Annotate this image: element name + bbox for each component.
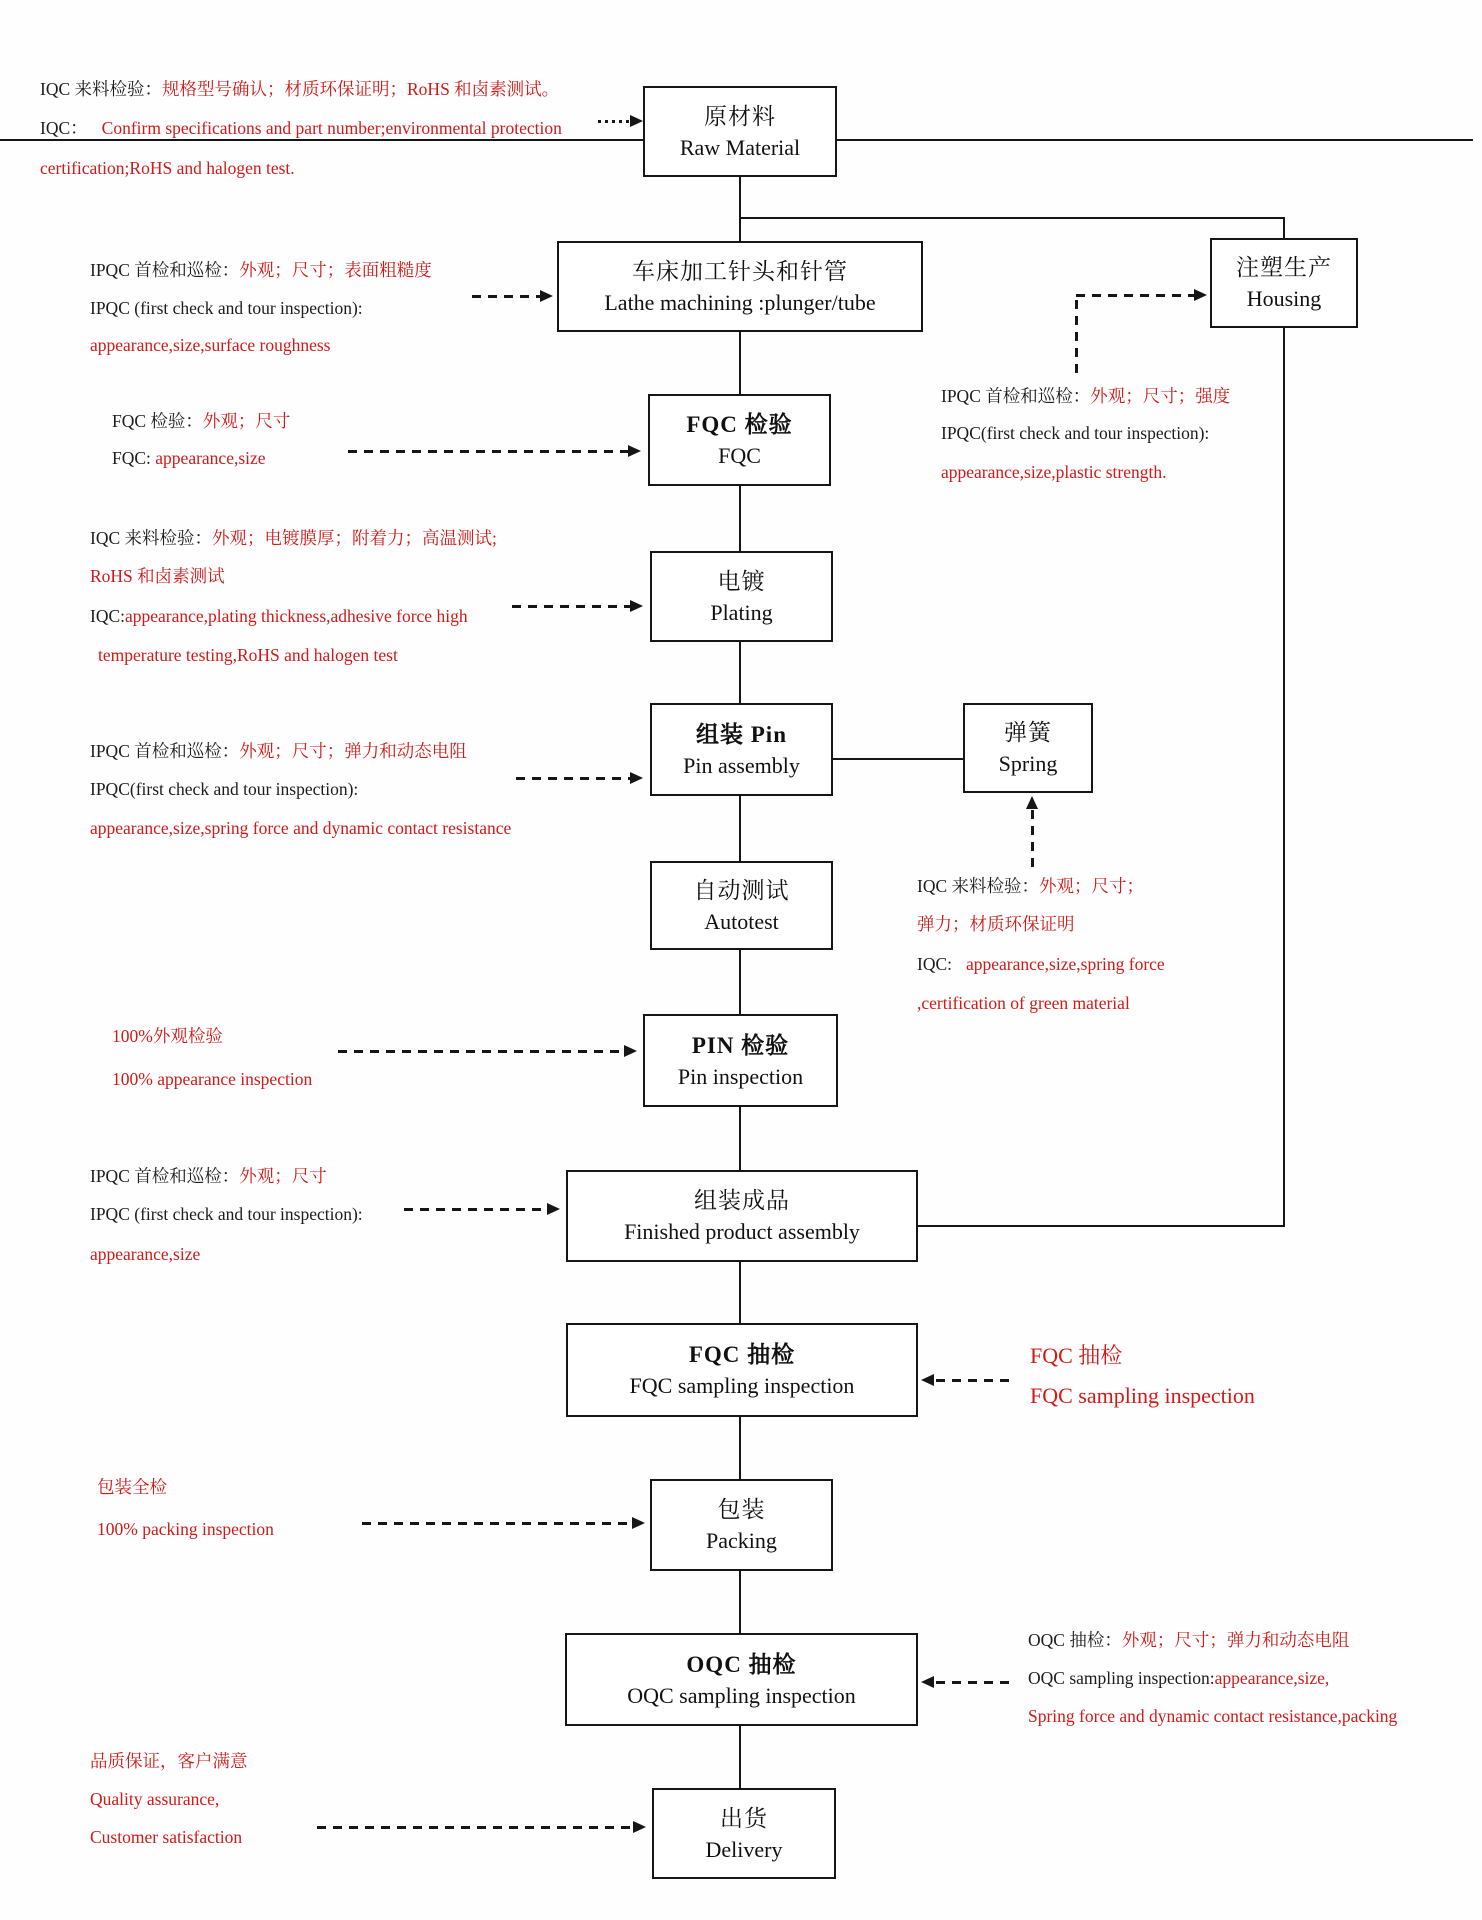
text-segment-red: appearance,size,surface roughness [90,335,331,355]
text-segment-black: IPQC(first check and tour inspection): [90,779,359,799]
annotation-ipqc-lathe-line3 [90,337,331,355]
text-segment-red: RoHS 和卤素测试 [90,566,225,586]
text-segment-red: 100% appearance inspection [112,1069,313,1089]
annotation-100-appearance-line1 [112,1028,223,1046]
text-segment-red: FQC 抽检 [1030,1343,1123,1368]
arrowhead-note-to-oqc [921,1676,934,1688]
arrow-note-to-packing [362,1522,634,1525]
text-segment-red: appearance,size,plastic strength. [941,462,1167,482]
text-segment-red: appearance,size [155,448,266,468]
flow-node-oqc-sampling [565,1633,918,1726]
annotation-ipqc-lathe-line1 [90,262,432,280]
text-segment-red: Quality assurance, [90,1789,220,1809]
text-segment-red: 弹力；材质环保证明 [917,914,1075,934]
arrowhead-note-to-delivery [633,1821,646,1833]
text-segment-red: Spring force and dynamic contact resistance,packing [1028,1706,1398,1726]
text-segment-black: FQC 检验： [112,411,203,431]
text-segment-red: appearance,size,spring force and dynamic contact resistance [90,818,512,838]
annotation-ipqc-assembly-line3 [90,1246,200,1264]
annotation-fqc-check-line1 [112,413,290,431]
text-segment-black: OQC sampling inspection: [1028,1668,1215,1688]
text-segment-red: 外观；尺寸；弹力和动态电阻 [239,741,467,761]
node-label-zh: OQC 抽检 [686,1651,797,1677]
text-segment-red: 品质保证，客户满意 [90,1751,248,1771]
connector-packing-oqc [739,1571,741,1633]
node-label-zh: 包装 [717,1497,766,1522]
flow-node-fqc-sampling [566,1323,918,1417]
annotation-ipqc-pin-line1 [90,743,467,761]
node-label-en: FQC [718,443,761,468]
arrowhead-100-to-pininspection [624,1045,637,1057]
annotation-ipqc-pin-line3 [90,820,511,838]
text-segment-red: Confirm specifications and part number;environmental protection [101,118,562,138]
text-segment-black: IPQC(first check and tour inspection): [941,423,1210,443]
node-label-en: Delivery [705,1836,783,1862]
annotation-ipqc-lathe-line2 [90,300,363,318]
node-label-zh: 车床加工针头和针管 [632,258,848,284]
text-segment-red: 外观；尺寸 [202,411,291,431]
node-label-en: Pin assembly [683,752,800,778]
text-segment-red: 规格型号确认；材质环保证明；RoHS 和卤素测试。 [162,79,560,99]
arrow-note-to-delivery [317,1826,635,1829]
node-label-en: Pin inspection [677,1063,804,1089]
text-segment-black: IQC 来料检验： [90,528,213,548]
node-label-zh: 自动测试 [693,877,790,903]
node-label-en: Spring [998,751,1058,776]
annotation-iqc-raw-line2 [40,120,562,138]
node-label-en: Raw Material [679,134,801,160]
node-label-zh: 注塑生产 [1236,255,1332,280]
connector-housing-finished-vertical [1283,328,1285,1227]
flow-node-lathe-machining [557,241,923,332]
arrow-iqc-to-rawmaterial [598,120,632,123]
text-segment-red: certification;RoHS and halogen test. [40,158,295,178]
annotation-ipqc-housing-line1 [941,388,1230,406]
annotation-iqc-spring-line4 [917,995,1130,1013]
text-segment-red: 100%外观检验 [112,1026,223,1046]
arrowhead-note-to-fqcsampling [921,1374,934,1386]
node-label-en: Plating [710,599,773,625]
node-label-en: Housing [1246,286,1322,311]
text-segment-red: appearance,size,spring force [966,954,1165,974]
text-segment-red: 外观；尺寸；强度 [1090,386,1231,406]
flow-node-spring [963,703,1093,793]
connector-fqc-plating [739,486,741,551]
text-segment-black: IQC： [40,118,88,138]
flow-node-finished-assembly [566,1170,918,1262]
text-segment-black: IQC: [917,954,952,974]
annotation-oqc-line2 [1028,1670,1329,1688]
text-segment-red: 外观；尺寸；表面粗糙度 [239,260,432,280]
arrow-note-to-fqcsampling [936,1379,1010,1382]
text-segment-red: 外观；尺寸 [239,1166,327,1186]
annotation-ipqc-housing-line3 [941,464,1166,482]
annotation-delivery-line2 [90,1791,219,1809]
node-label-zh: PIN 检验 [691,1032,790,1058]
arrow-100-to-pininspection [338,1050,626,1053]
arrow-ipqc-to-pinassembly [516,777,632,780]
annotation-fqc-sampling-line1 [1030,1345,1122,1367]
annotation-iqc-spring-line1 [917,878,1144,896]
arrow-note-to-oqc [936,1681,1010,1684]
annotation-packing-line2 [97,1521,274,1539]
text-segment-black: IPQC 首检和巡检： [90,1166,240,1186]
node-label-zh: 电镀 [717,568,766,594]
text-segment-black: IPQC 首检和巡检： [941,386,1091,406]
text-segment-black: IPQC (first check and tour inspection): [90,1204,363,1224]
text-segment-red: FQC sampling inspection [1030,1383,1255,1408]
arrow-ipqc-to-lathe [472,295,542,298]
annotation-iqc-raw-line3 [40,160,295,178]
arrowhead-iqc-to-plating [630,600,643,612]
arrowhead-iqc-to-rawmaterial [630,115,643,127]
text-segment-black: IPQC 首检和巡检： [90,741,240,761]
flow-node-raw-material [643,86,837,177]
annotation-iqc-plating-line2 [90,568,225,586]
connector-raw-lathe [739,177,741,241]
flow-node-pin-assembly [650,703,833,796]
annotation-iqc-spring-line2 [917,916,1075,934]
arrowhead-ipqc-to-pinassembly [630,772,643,784]
flow-node-packing [650,1479,833,1571]
arrow-fqc-note-to-fqc [348,450,630,453]
connector-pinassembly-spring [833,758,963,760]
text-segment-red: appearance,size [90,1244,201,1264]
arrowhead-fqc-note-to-fqc [628,445,641,457]
connector-lathe-fqc [739,332,741,394]
flow-node-housing [1210,238,1358,328]
connector-fqcsampling-packing [739,1417,741,1479]
annotation-ipqc-pin-line2 [90,781,358,799]
text-segment-red: 外观；电镀膜厚；附着力；高温测试; [212,528,497,548]
arrowhead-ipqc-to-finished [547,1203,560,1215]
annotation-oqc-line1 [1028,1632,1349,1650]
text-segment-black: FQC: [112,448,151,468]
node-label-en: Packing [706,1528,777,1553]
node-label-zh: 出货 [720,1805,768,1831]
connector-branch-housing-drop [1283,217,1285,238]
text-segment-black: IPQC (first check and tour inspection): [90,298,363,318]
arrow-iqc-to-plating [512,605,632,608]
text-segment-red: ,certification of green material [917,993,1130,1013]
flow-node-delivery [652,1788,836,1879]
arrowhead-note-to-packing [632,1517,645,1529]
node-label-en: Autotest [704,908,779,934]
annotation-ipqc-assembly-line2 [90,1206,363,1224]
annotation-iqc-raw-line1 [40,81,559,99]
arrow-iqc-to-spring [1031,810,1034,872]
flow-node-plating [650,551,833,642]
text-segment-red: appearance,plating thickness,adhesive force high [125,606,468,626]
node-label-en: OQC sampling inspection [627,1682,856,1708]
node-label-zh: 组装成品 [694,1188,790,1213]
node-label-zh: FQC 检验 [686,412,793,437]
node-label-zh: FQC 抽检 [688,1342,796,1367]
text-segment-black: IPQC 首检和巡检： [90,260,240,280]
annotation-fqc-sampling-line2 [1030,1385,1255,1407]
flow-node-fqc [648,394,831,486]
connector-pininspection-finished [739,1107,741,1170]
arrowhead-ipqc-to-lathe [540,290,553,302]
annotation-ipqc-housing-line2 [941,425,1209,443]
connector-plating-pinassembly [739,642,741,703]
text-segment-red: 外观；尺寸； [1039,876,1145,896]
annotation-packing-line1 [97,1479,167,1497]
node-label-en: Finished product assembly [624,1219,860,1244]
annotation-iqc-plating-line3 [90,608,468,626]
connector-oqc-delivery [739,1726,741,1788]
connector-housing-finished-horizontal [918,1225,1285,1227]
annotation-oqc-line3 [1028,1708,1397,1726]
flow-node-pin-inspection [643,1014,838,1107]
text-segment-red: 外观；尺寸；弹力和动态电阻 [1121,1630,1350,1650]
annotation-delivery-line1 [90,1753,248,1771]
annotation-iqc-plating-line1 [90,530,497,548]
text-segment-red: temperature testing,RoHS and halogen test [98,645,398,665]
arrow-ipqc-to-finished [404,1208,549,1211]
arrowhead-ipqc-to-housing [1194,289,1207,301]
flow-node-autotest [650,861,833,950]
text-segment-red: Customer satisfaction [90,1827,243,1847]
text-segment-black: OQC 抽检： [1028,1630,1122,1650]
text-segment-red: appearance,size, [1214,1668,1330,1688]
annotation-iqc-spring-line3 [917,956,1165,974]
annotation-ipqc-assembly-line1 [90,1168,327,1186]
annotation-iqc-plating-line4 [98,647,398,665]
text-segment-black: IQC 来料检验： [917,876,1040,896]
arrow-ipqc-to-housing-vertical [1075,300,1078,374]
text-segment-red: 包装全检 [97,1477,167,1497]
annotation-fqc-check-line2 [112,450,266,468]
arrowhead-iqc-to-spring [1026,796,1038,809]
node-label-zh: 弹簧 [1004,720,1052,745]
text-segment-black: IQC: [90,606,125,626]
connector-autotest-pininspection [739,950,741,1014]
text-segment-red: 100% packing inspection [97,1519,274,1539]
node-label-zh: 原材料 [704,103,776,129]
node-label-zh: 组装 Pin [696,721,787,747]
connector-pinassembly-autotest [739,796,741,861]
arrow-ipqc-to-housing-horizontal [1076,294,1194,297]
node-label-en: Lathe machining :plunger/tube [604,289,876,315]
node-label-en: FQC sampling inspection [629,1373,855,1398]
annotation-delivery-line3 [90,1829,242,1847]
annotation-100-appearance-line2 [112,1071,312,1089]
text-segment-black: IQC 来料检验： [40,79,163,99]
connector-finished-fqcsampling [739,1262,741,1323]
connector-branch-housing-top [739,217,1285,219]
